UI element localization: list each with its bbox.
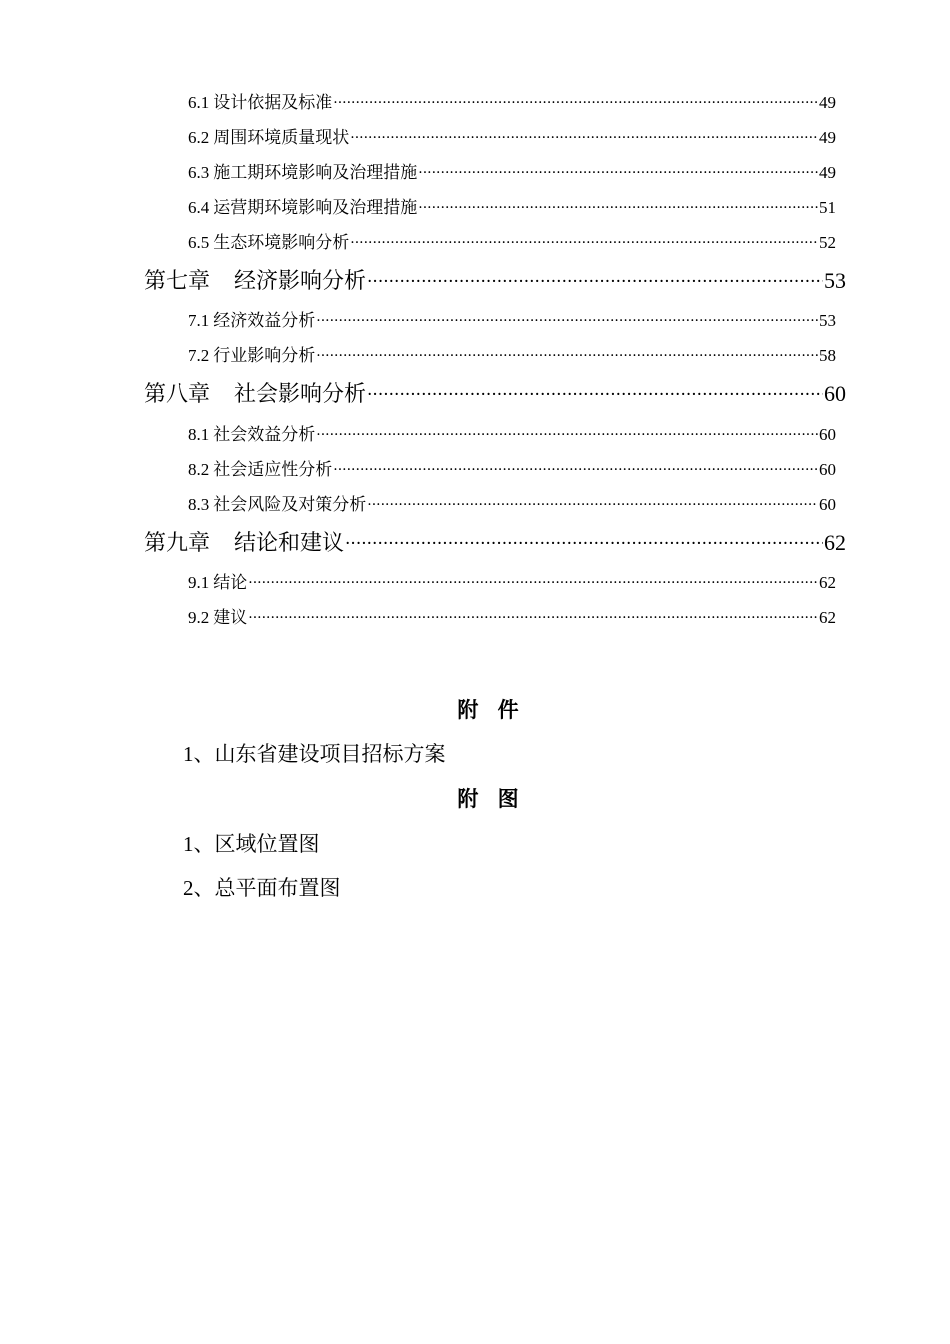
toc-entry-text: 社会效益分析 [213,425,316,445]
toc-entry-text: 运营期环境影响及治理措施 [213,198,418,218]
toc-entry-9-1[interactable] [188,571,836,595]
attachments-heading: 附 件 [457,698,525,722]
toc-entry-title [188,91,332,115]
toc-dot-leader [333,458,818,482]
toc-chapter-title [144,528,344,559]
figures-heading: 附 图 [457,787,525,811]
toc-dot-leader [350,126,818,150]
toc-page-number: 62 [819,608,836,627]
toc-page-number: 60 [819,495,836,514]
toc-entry-text: 行业影响分析 [213,346,316,366]
toc-entry-text: 社会适应性分析 [213,460,333,480]
toc-page-number: 49 [819,163,836,182]
attachment-text: 山东省建设项目招标方案 [214,742,446,766]
toc-page-number: 58 [819,346,836,365]
figure-item[interactable] [183,828,320,858]
toc-entry-number: 6.5 [188,233,210,252]
toc-page-number: 62 [819,573,836,592]
toc-entry-title [188,161,417,185]
toc-page-number: 60 [824,381,846,406]
toc-chapter-number: 第八章 [144,382,211,407]
toc-entry-text: 周围环境质量现状 [213,128,350,148]
toc-dot-leader [345,528,823,559]
toc-entry-text: 生态环境影响分析 [213,233,350,253]
toc-dot-leader [316,309,818,333]
toc-entry-text: 建议 [213,608,248,628]
toc-entry-title [188,571,247,595]
toc-dot-leader [248,606,818,630]
toc-page-number: 60 [819,460,836,479]
toc-page-number: 62 [824,530,846,555]
toc-entry-title [188,231,349,255]
toc-page-number: 53 [819,311,836,330]
toc-entry-number: 6.4 [188,198,210,217]
toc-entry-title [188,126,349,150]
toc-entry-6-1[interactable] [188,91,836,115]
toc-entry-8-1[interactable] [188,423,836,447]
toc-dot-leader [367,493,818,517]
toc-entry-7-1[interactable] [188,309,836,333]
toc-dot-leader [333,91,818,115]
toc-chapter-8[interactable] [144,378,846,410]
toc-dot-leader [248,571,818,595]
toc-page-number: 60 [819,425,836,444]
toc-entry-6-5[interactable] [188,231,836,255]
toc-entry-number: 9.1 [188,573,210,592]
toc-chapter-title [144,379,366,410]
toc-entry-title [188,606,247,630]
toc-entry-8-2[interactable] [188,458,836,482]
toc-entry-number: 9.2 [188,608,210,627]
toc-entry-title [188,423,315,447]
toc-entry-title [188,309,315,333]
toc-dot-leader [367,266,823,297]
toc-page-number: 52 [819,233,836,252]
toc-entry-number: 8.1 [188,425,210,444]
toc-entry-6-3[interactable] [188,161,836,185]
toc-entry-number: 7.2 [188,346,210,365]
toc-chapter-9[interactable] [144,527,846,559]
figure-index: 1、 [183,832,215,856]
toc-page-number: 49 [819,93,836,112]
toc-dot-leader [316,344,818,368]
toc-entry-number: 6.1 [188,93,210,112]
toc-entry-text: 设计依据及标准 [213,93,333,113]
figure-index: 2、 [183,876,215,900]
toc-entry-text: 社会风险及对策分析 [213,495,367,515]
toc-entry-6-2[interactable] [188,126,836,150]
toc-page-number: 53 [824,268,846,293]
attachment-index: 1、 [183,742,215,766]
toc-entry-title [188,458,332,482]
figure-text: 总平面布置图 [214,876,341,900]
toc-chapter-title [144,266,366,297]
toc-entry-text: 结论 [213,573,248,593]
toc-entry-6-4[interactable] [188,196,836,220]
toc-entry-text: 施工期环境影响及治理措施 [213,163,418,183]
toc-entry-title [188,493,366,517]
toc-entry-title [188,196,417,220]
toc-dot-leader [418,161,818,185]
toc-entry-9-2[interactable] [188,606,836,630]
toc-dot-leader [350,231,818,255]
toc-entry-8-3[interactable] [188,493,836,517]
toc-dot-leader [367,379,823,410]
toc-page-number: 51 [819,198,836,217]
figure-text: 区域位置图 [214,832,320,856]
toc-chapter-number: 第七章 [144,269,211,294]
toc-chapter-number: 第九章 [144,531,211,556]
toc-entry-number: 7.1 [188,311,210,330]
figure-item[interactable] [183,872,341,902]
toc-entry-number: 6.3 [188,163,210,182]
toc-entry-text: 经济效益分析 [213,311,316,331]
toc-entry-title [188,344,315,368]
toc-chapter-text: 结论和建议 [234,531,345,556]
toc-chapter-text: 社会影响分析 [234,382,367,407]
toc-entry-number: 8.3 [188,495,210,514]
toc-entry-number: 6.2 [188,128,210,147]
toc-entry-number: 8.2 [188,460,210,479]
toc-chapter-text: 经济影响分析 [234,269,367,294]
toc-entry-7-2[interactable] [188,344,836,368]
toc-dot-leader [418,196,818,220]
toc-dot-leader [316,423,818,447]
attachment-item[interactable] [183,738,446,768]
toc-chapter-7[interactable] [144,265,846,297]
toc-page-number: 49 [819,128,836,147]
